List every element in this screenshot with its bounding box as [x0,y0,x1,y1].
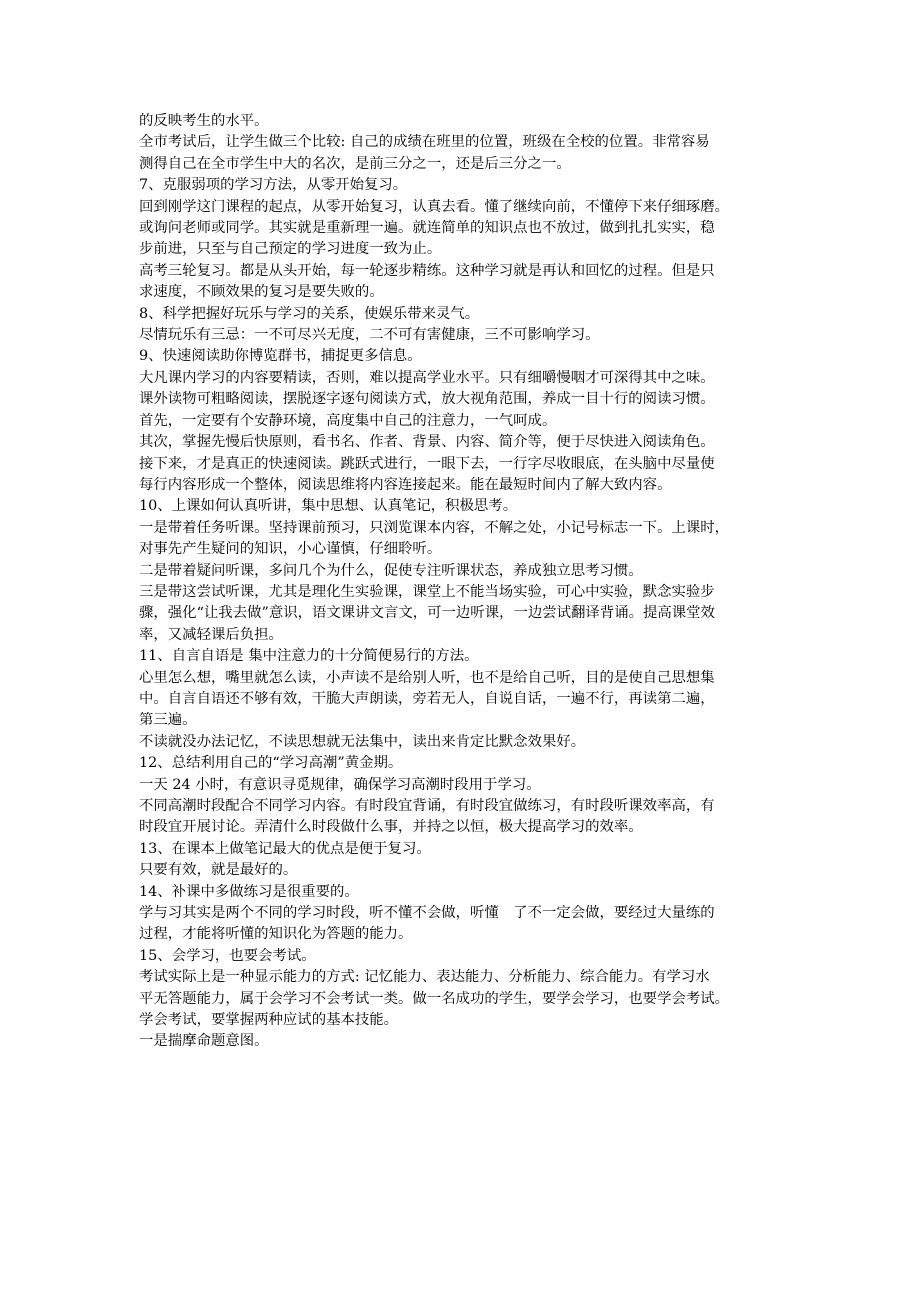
text-line: 学会考试，要掌握两种应试的基本技能。 [139,1012,399,1029]
text-line: 首先，一定要有个安静环境，高度集中自己的注意力，一气呵成。 [139,412,557,429]
text-line: 课外读物可粗略阅读，摆脱逐字逐句阅读方式，放大视角范围，养成一目十行的阅读习惯。 [139,391,715,408]
text-line: 过程，才能将听懂的知识化为答题的能力。 [139,926,413,943]
section-heading: 14、补课中多做练习是很重要的。 [139,883,359,900]
text-line: 不读就没办法记忆，不读思想就无法集中，读出来肯定比默念效果好。 [139,733,586,750]
section-heading: 10、上课如何认真听讲，集中思想、认真笔记，积极思考。 [139,498,518,515]
section-heading: 12、总结利用自己的“学习高潮”黄金期。 [139,755,403,772]
text-line: 求速度，不顾效果的复习是要失败的。 [139,284,384,301]
text-line: 每行内容形成一个整体，阅读思维将内容连接起来。能在最短时间内了解大致内容。 [139,476,672,493]
text-line: 一天 24 小时，有意识寻觅规律，确保学习高潮时段用于学习。 [139,776,541,793]
text-line: 第三遍。 [139,712,197,729]
text-line: 考试实际上是一种显示能力的方式: 记忆能力、表达能力、分析能力、综合能力。有学习水 [139,969,710,986]
text-line: 的反映考生的水平。 [139,113,269,129]
text-line: 心里怎么想，嘴里就怎么读，小声读不是给别人听，也不是给自己听，目的是使自己思想集 [139,669,715,686]
text-line: 学与习其实是两个不同的学习时段，听不懂不会做，听懂 了不一定会做，要经过大量练的 [139,905,715,922]
text-line: 尽情玩乐有三忌：一不可尽兴无度，二不可有害健康，三不可影响学习。 [139,327,600,344]
text-line: 测得自己在全市学生中大的名次，是前三分之一，还是后三分之一。 [139,155,571,172]
section-heading: 7、克服弱项的学习方法，从零开始复习。 [139,177,408,194]
text-line: 时段宜开展讨论。弄清什么时段做什么事，并持之以恒，极大提高学习的效率。 [139,819,643,836]
text-line: 三是带这尝试听课，尤其是理化生实验课，课堂上不能当场实验，可心中实验，默念实验步 [139,583,715,600]
text-line: 步前进，只至与自己预定的学习进度一致为止。 [139,241,442,258]
text-line: 大凡课内学习的内容要精读，否则，难以提高学业水平。只有细嚼慢咽才可深得其中之味。 [139,369,715,386]
text-line: 中。自言自语还不够有效，干脆大声朗读，旁若无人，自说自话，一遍不行，再读第二遍， [139,690,715,707]
text-line: 或询问老师或同学。其实就是重新理一遍。就连简单的知识点也不放过，做到扎扎实实，稳 [139,220,715,237]
text-line: 平无答题能力，属于会学习不会考试一类。做一名成功的学生，要学会学习，也要学会考试。 [139,990,730,1007]
text-line: 二是带着疑问听课，多问几个为什么，促使专注听课状态，养成独立思考习惯。 [139,562,643,579]
section-heading: 8、科学把握好玩乐与学习的关系，使娱乐带来灵气。 [139,305,480,322]
text-line: 只要有效，就是最好的。 [139,862,298,879]
section-heading: 11、自言自语是 集中注意力的十分简便易行的方法。 [139,648,479,665]
section-heading: 15、会学习，也要会考试。 [139,947,316,964]
section-heading: 9、快速阅读助你博览群书，捕捉更多信息。 [139,348,422,365]
text-line: 率，又减轻课后负担。 [139,626,283,643]
text-line: 高考三轮复习。都是从头开始，每一轮逐步精练。这种学习就是再认和回忆的过程。但是只 [139,262,715,279]
section-heading: 13、在课本上做笔记最大的优点是便于复习。 [139,840,431,857]
text-line: 不同高潮时段配合不同学习内容。有时段宜背诵，有时段宜做练习，有时段听课效率高，有 [139,798,715,814]
text-line: 全市考试后，让学生做三个比较: 自己的成绩在班里的位置，班级在全校的位置。非常容易 [139,134,710,151]
text-line: 其次，掌握先慢后快原则，看书名、作者、背景、内容、简介等，便于尽快进入阅读角色。 [139,434,715,451]
text-line: 一是带着任务听课。坚持课前预习，只浏览课本内容，不解之处，小记号标志一下。上课时， [139,519,730,536]
text-line: 接下来，才是真正的快速阅读。跳跃式进行，一眼下去，一行字尽收眼底，在头脑中尽量使 [139,455,715,472]
document-page [139,111,786,1053]
text-line: 一是揣摩命题意图。 [139,1033,269,1050]
text-line: 回到刚学这门课程的起点，从零开始复习，认真去看。懂了继续向前，不懂停下来仔细琢磨。 [139,198,730,215]
text-line: 骤，强化“让我去做”意识，语文课讲文言文，可一边听课，一边尝试翻译背诵。提高课堂效 [139,605,715,622]
text-line: 对事先产生疑问的知识，小心谨慎，仔细聆听。 [139,541,442,558]
